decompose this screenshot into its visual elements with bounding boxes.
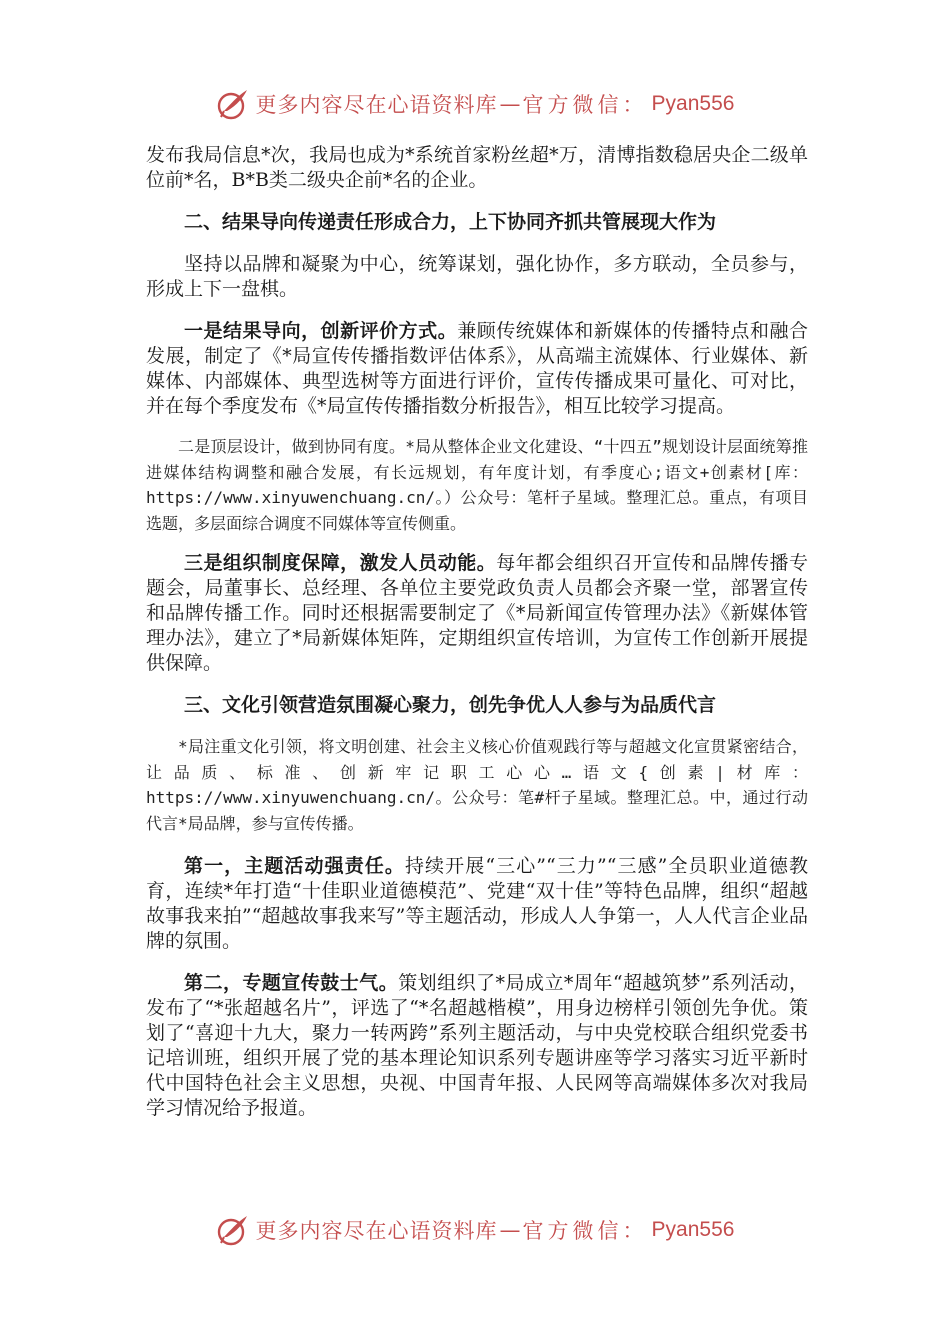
- paragraph-7-lead: 第一，主题活动强责任。: [184, 855, 405, 877]
- paragraph-1: 发布我局信息*次，我局也成为*系统首家粉丝超*万，清博指数稳居央企二级单位前*名，B*B类二级央企前*名的企业。: [146, 144, 808, 191]
- banner-wechat-id: Pyan556: [651, 92, 735, 115]
- banner-dash: —: [499, 1218, 521, 1242]
- paragraph-6: *局注重文化引领，将文明创建、社会主义核心价值观践行等与超越文化宣贯紧密结合，让品质、标准、创新牢记职工心心…语文{创素|材库：https://www.xinyuwenchuang.cn/。公众号：笔#杆子星域。整理汇总。中，通过行动代言*局品牌，参与宣传传播。: [146, 737, 808, 833]
- quill-logo-icon: [216, 1213, 250, 1247]
- section-heading-2: 二、结果导向传递责任形成合力，上下协同齐抓共管展现大作为: [184, 211, 717, 233]
- banner-text: 更多内容尽在心语资料库: [255, 93, 498, 117]
- paragraph-3-lead: 一是结果导向，创新评价方式。: [184, 320, 458, 342]
- paragraph-2: 坚持以品牌和凝聚为中心，统筹谋划，强化协作，多方联动，全员参与，形成上下一盘棋。: [146, 253, 808, 300]
- paragraph-5-body: 每年都会组织召开宣传和品牌传播专题会，局董事长、总经理、各单位主要党政负责人员都会齐聚一堂，部署宣传和品牌传播工作。同时还根据需要制定了《*局新闻宣传管理办法》《新媒体管理办法》，建立了*局新媒体矩阵，定期组织宣传培训，为宣传工作创新开展提供保障。: [146, 552, 808, 674]
- paragraph-7-body: 持续开展“三心”“三力”“三感”全员职业道德教育，连续*年打造“十佳职业道德模范”、党建“双十佳”等特色品牌，组织“超越故事我来拍”“超越故事我来写”等主题活动，形成人人争第一，人人代言企业品牌的氛围。: [146, 855, 808, 952]
- paragraph-4: 二是顶层设计，做到协同有度。*局从整体企业文化建设、“十四五”规划设计层面统筹推进媒体结构调整和融合发展，有长远规划，有年度计划，有季度心;语文+创素材[库：https://www.xinyuwenchuang.cn/。）公众号：笔杆子星域。整理汇总。重点，有项目选题，多层面综合调度不同媒体等宣传侧重。: [146, 437, 808, 533]
- banner-wechat-id: Pyan556: [651, 1218, 735, 1241]
- document-body: [146, 143, 808, 1121]
- header-banner: [0, 82, 950, 126]
- paragraph-8-body: 策划组织了*局成立*周年“超越筑梦”系列活动，发布了“*张超越名片”，评选了“*名超越楷模”，用身边榜样引领创先争优。策划了“喜迎十九大，聚力一转两跨”系列主题活动，与中央党校联合组织党委书记培训班，组织开展了党的基本理论知识系列专题讲座等学习落实习近平新时代中国特色社会主义思想，央视、中国青年报、人民网等高端媒体多次对我局学习情况给予报道。: [146, 972, 808, 1119]
- paragraph-3: [146, 319, 808, 419]
- paragraph-8: [146, 971, 808, 1121]
- banner-text: 更多内容尽在心语资料库: [255, 1219, 498, 1243]
- banner-wechat-label: 官方微信：: [522, 93, 648, 117]
- paragraph-5-lead: 三是组织制度保障，激发人员动能。: [184, 552, 497, 574]
- paragraph-7: [146, 854, 808, 954]
- paragraph-5: [146, 551, 808, 676]
- footer-banner: [0, 1208, 950, 1252]
- section-heading-3: 三、文化引领营造氛围凝心聚力，创先争优人人参与为品质代言: [184, 694, 717, 716]
- banner-wechat-label: 官方微信：: [522, 1219, 648, 1243]
- banner-dash: —: [499, 92, 521, 116]
- quill-logo-icon: [216, 87, 250, 121]
- paragraph-3-body: 兼顾传统媒体和新媒体的传播特点和融合发展，制定了《*局宣传传播指数评估体系》，从高端主流媒体、行业媒体、新媒体、内部媒体、典型选树等方面进行评价，宣传传播成果可量化、可对比，并在每个季度发布《*局宣传传播指数分析报告》，相互比较学习提高。: [146, 320, 808, 417]
- paragraph-8-lead: 第二，专题宣传鼓士气。: [184, 972, 399, 994]
